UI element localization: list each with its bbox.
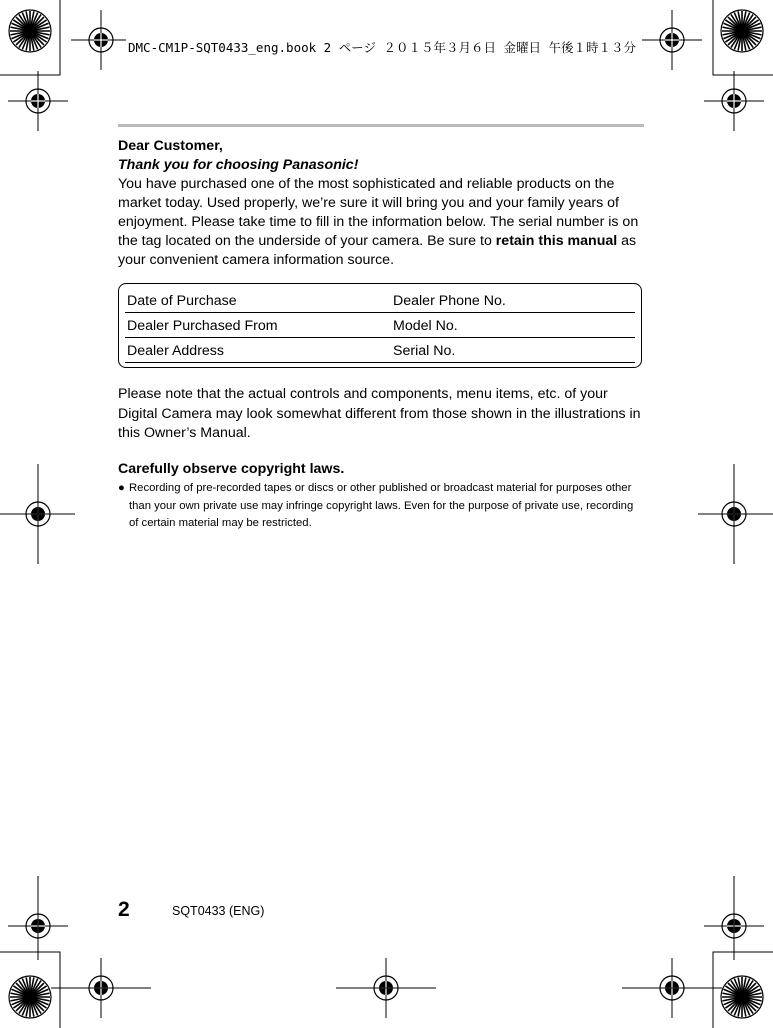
- date-of-purchase-label: Date of Purchase: [127, 293, 237, 309]
- dealer-address-label: Dealer Address: [127, 343, 224, 359]
- table-row: [125, 313, 635, 338]
- page-number: 2: [118, 898, 130, 921]
- salutation: Dear Customer,: [118, 138, 223, 154]
- serial-no-label: Serial No.: [393, 343, 456, 359]
- copyright-bullet-text: Recording of pre-recorded tapes or discs or other published or broadcast material for purposes other than your own private use may infringe copyright laws. Even for the purpose of private use, recording of certain material may be restricted.: [129, 482, 634, 529]
- table-row: [125, 288, 635, 313]
- table-row: [125, 338, 635, 363]
- dealer-phone-label: Dealer Phone No.: [393, 293, 506, 309]
- intro-paragraph: [118, 175, 644, 270]
- intro-text: You have purchased one of the most sophisticated and reliable products on the market today. Used properly, we’re sure it will bring you and your family years of enjoyment. Please take time to fill in the information below. The serial number is on the tag located on the underside of your camera. Be sure to: [118, 176, 639, 249]
- top-divider: [118, 124, 644, 127]
- purchase-info-table: [118, 283, 642, 368]
- copyright-heading: Carefully observe copyright laws.: [118, 461, 345, 477]
- document-code: SQT0433 (ENG): [172, 904, 265, 918]
- illustration-note: Please note that the actual controls and components, menu items, etc. of your Digital Camera may look somewhat different from those shown in the illustrations in this Owner’s Manual.: [118, 386, 641, 441]
- dealer-purchased-from-label: Dealer Purchased From: [127, 318, 278, 334]
- intro-text-end: as your convenient camera information source.: [118, 233, 637, 268]
- thanks-line: Thank you for choosing Panasonic!: [118, 157, 359, 173]
- model-no-label: Model No.: [393, 318, 458, 334]
- intro-emphasis: retain this manual: [495, 233, 618, 249]
- letter-section: [118, 137, 644, 270]
- print-info-header: DMC-CM1P-SQT0433_eng.book 2 ページ ２０１５年３月６日 金曜日 午後１時１３分: [128, 40, 637, 55]
- bullet-icon: ●: [118, 482, 125, 494]
